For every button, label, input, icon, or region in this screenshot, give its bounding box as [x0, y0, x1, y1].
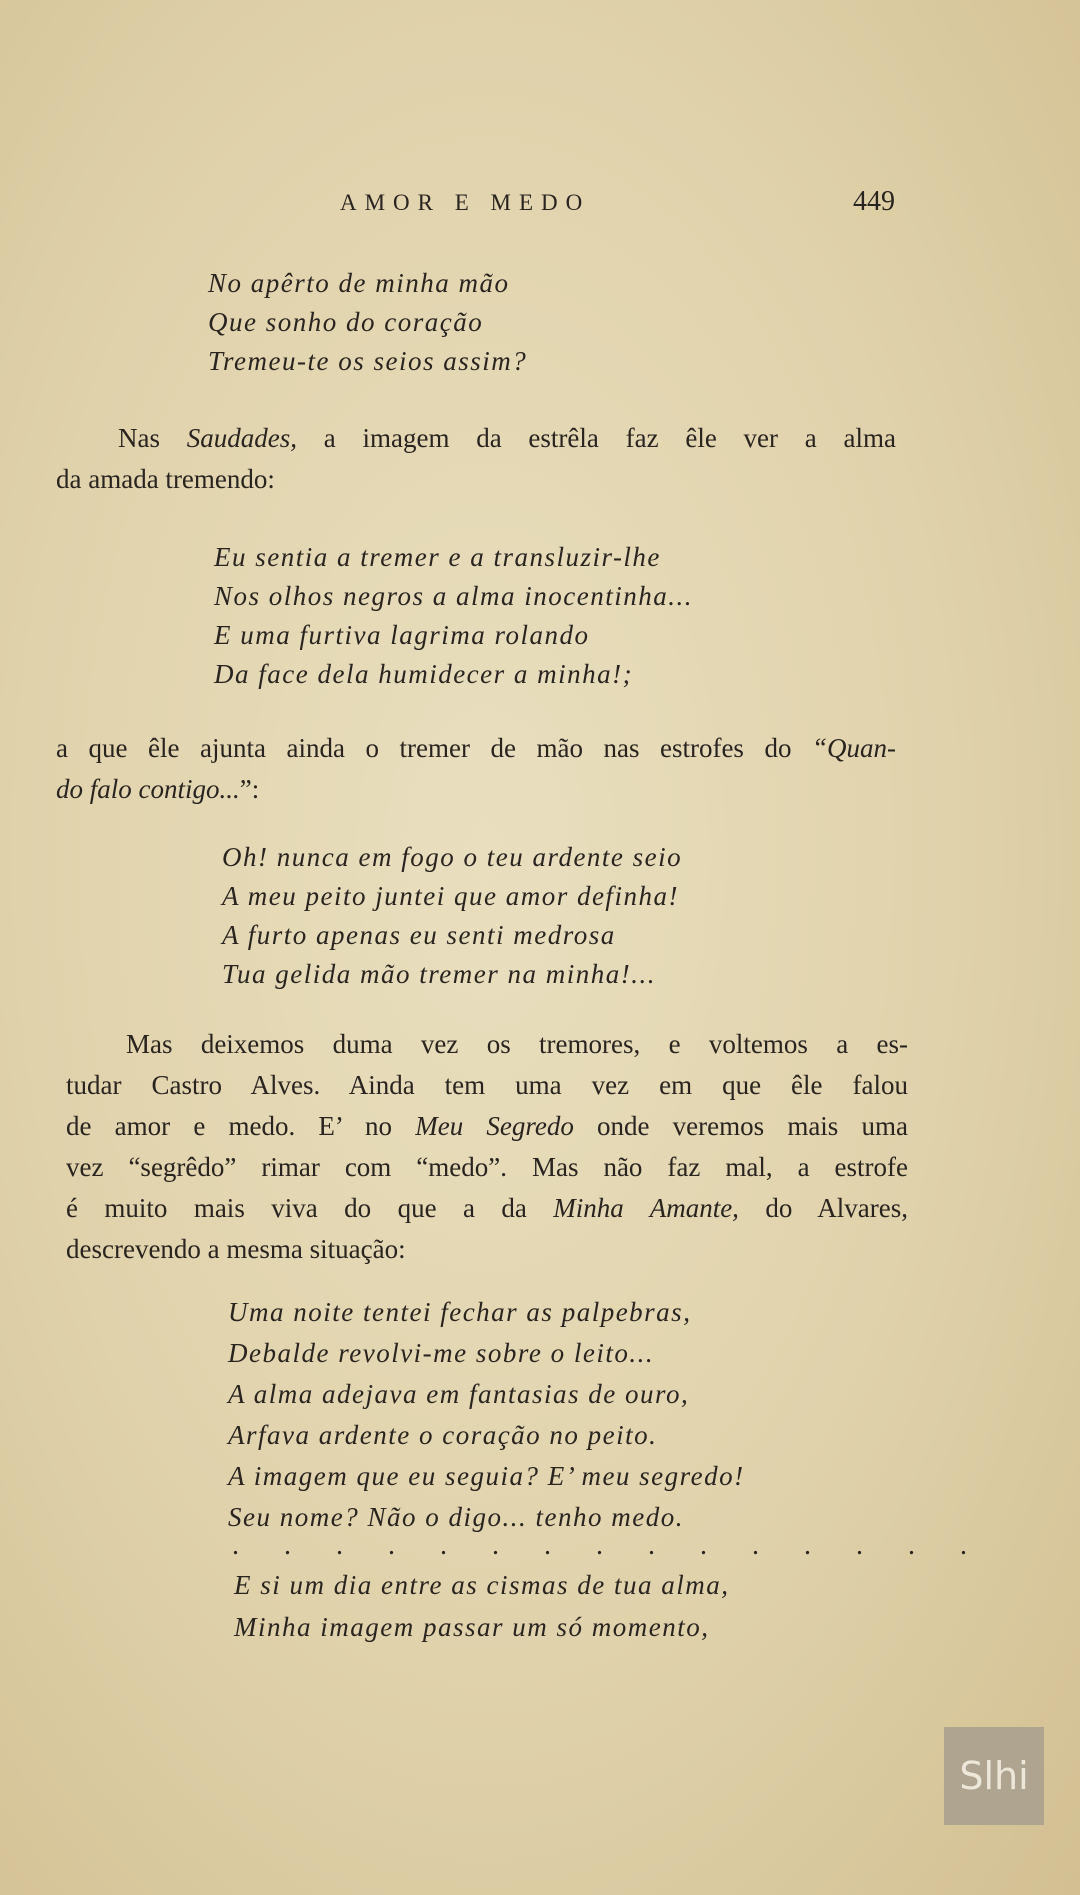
prose-line: a que êle ajunta ainda o tremer de mão nas estrofes do “Quan-: [56, 733, 896, 763]
verse-line: A imagem que eu seguia? E’ meu segredo!: [228, 1461, 745, 1491]
prose-line: Mas deixemos duma vez os tremores, e voltemos a es-: [126, 1029, 908, 1059]
verse-line: A furto apenas eu senti medrosa: [222, 920, 616, 950]
ellipsis-row: . . . . . . . . . . . . . . .: [232, 1530, 986, 1561]
verse-line: Da face dela humidecer a minha!;: [214, 659, 634, 689]
verse-line: A alma adejava em fantasias de ouro,: [228, 1379, 690, 1409]
verse-line: No apêrto de minha mão: [208, 268, 510, 298]
running-head: AMOR E MEDO: [340, 190, 591, 215]
verse-stanza-1: [208, 264, 527, 381]
verse-stanza-5: [234, 1564, 729, 1648]
verse-line: Uma noite tentei fechar as palpebras,: [228, 1297, 692, 1327]
verse-line: Minha imagem passar um só momento,: [234, 1612, 710, 1642]
verse-stanza-4: [228, 1292, 745, 1538]
prose-line: vez “segrêdo” rimar com “medo”. Mas não faz mal, a estrofe: [66, 1152, 908, 1182]
prose-line: da amada tremendo:: [56, 464, 275, 494]
verse-line: Que sonho do coração: [208, 307, 484, 337]
verse-stanza-3: [222, 838, 682, 994]
verse-line: A meu peito juntei que amor definha!: [222, 881, 679, 911]
verse-line: Tremeu-te os seios assim?: [208, 346, 528, 376]
verse-line: Oh! nunca em fogo o teu ardente seio: [222, 842, 683, 872]
paragraph-2: [56, 728, 896, 810]
paragraph-3: [66, 1024, 908, 1270]
verse-line: Seu nome? Não o digo... tenho medo.: [228, 1502, 684, 1532]
library-logo: [944, 1727, 1044, 1825]
page-number: 449: [853, 186, 895, 217]
prose-line: de amor e medo. E’ no Meu Segredo onde veremos mais uma: [66, 1111, 908, 1141]
library-logo-text: Slhi: [959, 1754, 1029, 1798]
prose-line: descrevendo a mesma situação:: [66, 1234, 406, 1264]
prose-line: do falo contigo...”:: [56, 774, 260, 804]
verse-line: E si um dia entre as cismas de tua alma,: [234, 1570, 730, 1600]
prose-line: é muito mais viva do que a da Minha Amante, do Alvares,: [66, 1193, 909, 1223]
prose-line: Nas Saudades, a imagem da estrêla faz êle ver a alma: [118, 423, 896, 453]
verse-line: E uma furtiva lagrima rolando: [214, 620, 590, 650]
verse-line: Arfava ardente o coração no peito.: [228, 1420, 658, 1450]
paragraph-1: [56, 418, 896, 500]
verse-line: Nos olhos negros a alma inocentinha...: [214, 581, 693, 611]
prose-line: tudar Castro Alves. Ainda tem uma vez em que êle falou: [66, 1070, 908, 1100]
verse-stanza-2: [214, 538, 693, 694]
verse-line: Eu sentia a tremer e a transluzir-lhe: [214, 542, 661, 572]
verse-line: Tua gelida mão tremer na minha!...: [222, 959, 656, 989]
verse-line: Debalde revolvi-me sobre o leito...: [228, 1338, 655, 1368]
